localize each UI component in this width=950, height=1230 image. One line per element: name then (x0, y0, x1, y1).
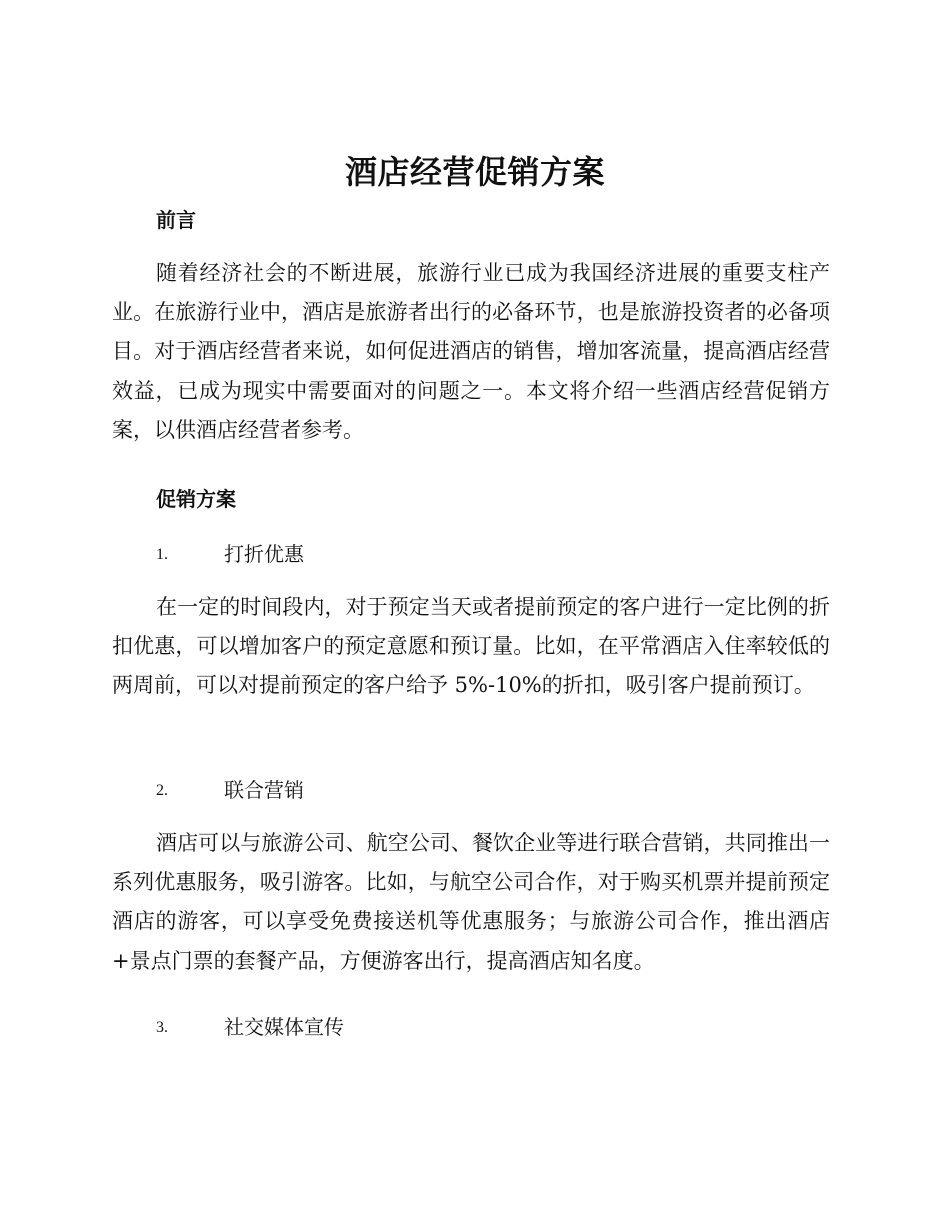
joint-marketing-paragraph: 酒店可以与旅游公司、航空公司、餐饮企业等进行联合营销，共同推出一系列优惠服务，吸引游客。比如，与航空公司合作，对于购买机票并提前预定酒店的游客，可以享受免费接送机等优惠服务；与旅游公司合作，推出酒店+景点门票的套餐产品，方便游客出行，提高酒店知名度。 (112, 831, 830, 973)
list-number: 3. (156, 1019, 168, 1036)
list-item-label: 联合营销 (224, 778, 304, 802)
section-heading-promotions: 促销方案 (156, 487, 236, 511)
list-number: 1. (156, 546, 168, 563)
document-title: 酒店经营促销方案 (344, 153, 605, 191)
preface-paragraph: 随着经济社会的不断进展，旅游行业已成为我国经济进展的重要支柱产业。在旅游行业中，酒店是旅游者出行的必备环节，也是旅游投资者的必备项目。对于酒店经营者来说，如何促进酒店的销售，增加客流量，提高酒店经营效益，已成为现实中需要面对的问题之一。本文将介绍一些酒店经营促销方案，以供酒店经营者参考。 (112, 261, 830, 442)
list-item-label: 社交媒体宣传 (224, 1015, 344, 1039)
list-number: 2. (156, 782, 168, 799)
discount-paragraph: 在一定的时间段内，对于预定当天或者提前预定的客户进行一定比例的折扣优惠，可以增加客户的预定意愿和预订量。比如，在平常酒店入住率较低的两周前，可以对提前预定的客户给予 5%-10%的折扣，吸引客户提前预订。 (112, 595, 830, 698)
section-heading-preface: 前言 (156, 208, 196, 232)
list-item-label: 打折优惠 (224, 542, 304, 566)
